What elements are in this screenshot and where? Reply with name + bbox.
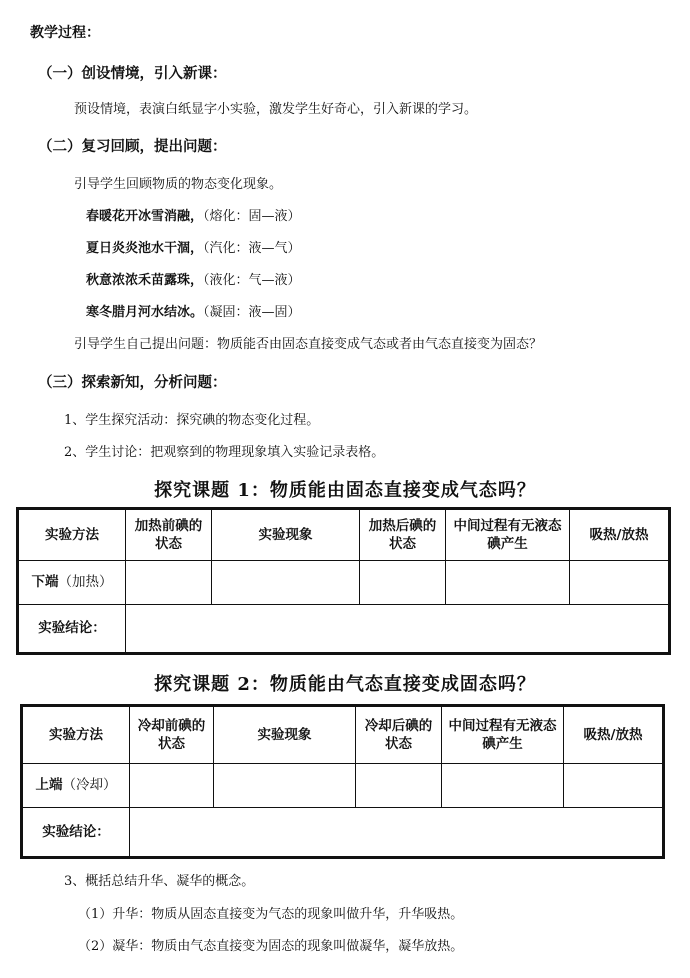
section-3-step-2: 2、学生讨论：把观察到的物理现象填入实验记录表格。	[64, 445, 385, 460]
table-1-caption: 探究课题 1：物质能由固态直接变成气态吗？	[154, 480, 536, 501]
empty-cell[interactable]	[570, 561, 670, 605]
conclusion-label: 实验结论：	[22, 808, 130, 858]
header-cell: 加热前碘的状态	[126, 509, 212, 561]
conclusion-cell[interactable]	[126, 605, 670, 654]
header-cell: 实验现象	[214, 706, 356, 764]
empty-cell[interactable]	[212, 561, 360, 605]
row-label	[18, 561, 126, 605]
section-3-step-1: 1、学生探究活动：探究碘的物态变化过程。	[64, 413, 320, 428]
empty-cell[interactable]	[442, 764, 564, 808]
example-note: （凝固：液—固）	[203, 305, 301, 320]
conclusion-cell[interactable]	[130, 808, 664, 858]
section-3-title: （三）探索新知，分析问题：	[38, 374, 227, 391]
section-1-text: 预设情境，表演白纸显字小实验，激发学生好奇心，引入新课的学习。	[74, 102, 478, 117]
header-cell: 加热后碘的状态	[360, 509, 446, 561]
summary-intro: 3、概括总结升华、凝华的概念。	[64, 874, 255, 889]
header-cell: 吸热/放热	[570, 509, 670, 561]
header-cell: 实验方法	[18, 509, 126, 561]
summary-item-1: （1）升华：物质从固态直接变为气态的现象叫做升华，升华吸热。	[78, 907, 464, 922]
summary-item-2: （2）凝华：物质由气态直接变为固态的现象叫做凝华，凝华放热。	[78, 939, 464, 954]
section-1-title: （一）创设情境，引入新课：	[38, 65, 227, 82]
example-line	[86, 237, 301, 256]
experiment-table-1	[16, 507, 671, 655]
header-cell: 实验现象	[212, 509, 360, 561]
row-label	[22, 764, 130, 808]
empty-cell[interactable]	[446, 561, 570, 605]
section-2-title: （二）复习回顾，提出问题：	[38, 138, 227, 155]
example-note: （汽化：液—气）	[203, 241, 301, 256]
section-2-intro: 引导学生回顾物质的物态变化现象。	[74, 177, 283, 192]
header-cell: 冷却前碘的状态	[130, 706, 214, 764]
example-phrase: 春暖花开冰雪消融，	[86, 209, 204, 224]
empty-cell[interactable]	[356, 764, 442, 808]
page-heading: 教学过程：	[30, 25, 100, 41]
example-note: （液化：气—液）	[203, 273, 301, 288]
example-line	[86, 301, 301, 320]
empty-cell[interactable]	[360, 561, 446, 605]
empty-cell[interactable]	[130, 764, 214, 808]
experiment-table-2	[20, 704, 665, 859]
section-2-outro: 引导学生自己提出问题：物质能否由固态直接变成气态或者由气态直接变为固态？	[74, 337, 543, 352]
table-2-caption: 探究课题 2：物质能由气态直接变成固态吗？	[154, 674, 536, 695]
example-phrase: 寒冬腊月河水结冰。	[86, 305, 204, 320]
example-line	[86, 269, 301, 288]
header-cell: 中间过程有无液态碘产生	[442, 706, 564, 764]
header-cell: 冷却后碘的状态	[356, 706, 442, 764]
header-cell: 中间过程有无液态碘产生	[446, 509, 570, 561]
example-note: （熔化：固—液）	[203, 209, 301, 224]
example-phrase: 夏日炎炎池水干涸，	[86, 241, 204, 256]
row-label-bold: 下端	[31, 574, 59, 591]
row-label-note: （冷却）	[62, 777, 117, 794]
row-label-bold: 上端	[35, 777, 63, 794]
row-label-note: （加热）	[58, 574, 113, 591]
header-cell: 实验方法	[22, 706, 130, 764]
empty-cell[interactable]	[564, 764, 664, 808]
conclusion-label: 实验结论：	[18, 605, 126, 654]
example-phrase: 秋意浓浓禾苗露珠，	[86, 273, 204, 288]
empty-cell[interactable]	[126, 561, 212, 605]
example-line	[86, 205, 301, 224]
header-cell: 吸热/放热	[564, 706, 664, 764]
empty-cell[interactable]	[214, 764, 356, 808]
